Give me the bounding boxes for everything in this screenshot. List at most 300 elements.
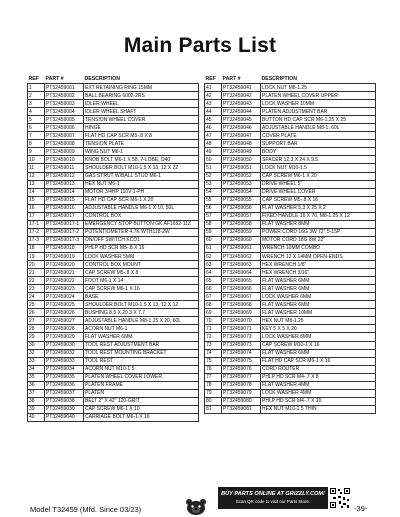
ref-cell: 24 — [28, 293, 45, 301]
description-cell: POWER CORD 16G 3W 72" 5-15P — [261, 228, 376, 236]
table-row — [205, 325, 376, 333]
ref-cell: 3 — [28, 100, 45, 108]
description-cell: ACORN NUT M6-1 — [84, 325, 199, 333]
ref-cell: 19 — [28, 252, 45, 260]
part-number-cell: PT32459003 — [45, 100, 84, 108]
part-number-cell: PT32459063 — [222, 261, 261, 269]
part-number-cell: PT32459034 — [45, 365, 84, 373]
part-number-cell: PT32459056 — [222, 204, 261, 212]
description-cell: CORD ROUTER — [261, 365, 376, 373]
part-number-cell: PT32459049 — [222, 148, 261, 156]
table-row — [205, 381, 376, 389]
qr-code-icon[interactable] — [329, 487, 351, 509]
ref-cell: 73 — [205, 341, 222, 349]
ref-cell: 42 — [205, 92, 222, 100]
ref-cell: 8 — [28, 140, 45, 148]
description-cell: FLAT WASHER 4MM — [261, 381, 376, 389]
ref-cell: 17-3 — [28, 236, 45, 244]
table-row — [28, 124, 199, 132]
part-number-cell: PT32459038 — [45, 397, 84, 405]
description-cell: ADJUSTABLE HANDLE M8-1.25 X 20, 60L — [84, 317, 199, 325]
description-cell: FOOT M6-1 X 14 — [84, 277, 199, 285]
ref-cell: 77 — [205, 373, 222, 381]
description-cell: ACORN NUT M10-1.5 — [84, 365, 199, 373]
ref-cell: 1 — [28, 84, 45, 92]
description-cell: DRIVE WHEEL COVER — [261, 188, 376, 196]
description-cell: FIXED HANDLE 16 X 70, M8-1.25 X 12 — [261, 212, 376, 220]
description-cell: HEX NUT M8-1.25 — [261, 317, 376, 325]
part-number-cell: PT32459062 — [222, 252, 261, 260]
part-number-cell: PT32459071 — [222, 325, 261, 333]
table-row — [205, 397, 376, 405]
table-row — [205, 140, 376, 148]
description-cell: HINGE — [84, 124, 199, 132]
table-row — [205, 84, 376, 92]
table-row — [28, 148, 199, 156]
ref-cell: 81 — [205, 405, 222, 413]
description-cell: FLAT WASHER 6MM — [84, 333, 199, 341]
part-number-cell: PT32459011 — [45, 164, 84, 172]
description-cell: MOTOR 3/4HP 110V 1-PH — [84, 188, 199, 196]
table-row — [205, 357, 376, 365]
table-row — [205, 100, 376, 108]
description-cell: CAP SCREW M6-1 X 16 — [84, 285, 199, 293]
part-number-cell: PT32459045 — [222, 116, 261, 124]
description-cell: MOTOR CORD 18G 8W 22" — [261, 236, 376, 244]
table-row — [28, 285, 199, 293]
table-row — [205, 180, 376, 188]
description-cell: CAP SCREW M5-.8 X 8 — [84, 269, 199, 277]
table-row — [28, 405, 199, 413]
description-column-header: DESCRIPTION — [261, 76, 297, 82]
part-number-cell: PT32459059 — [222, 228, 261, 236]
part-number-cell: PT32459041 — [222, 84, 261, 92]
part-number-cell: PT32459050 — [222, 156, 261, 164]
part-number-cell: PT32459067 — [222, 293, 261, 301]
parts-table-left-body — [28, 84, 199, 422]
ref-cell: 51 — [205, 164, 222, 172]
ref-cell: 27 — [28, 317, 45, 325]
table-row — [28, 389, 199, 397]
table-row — [28, 341, 199, 349]
table-row — [28, 397, 199, 405]
ref-cell: 21 — [28, 269, 45, 277]
part-number-cell: PT32459017-3 — [45, 236, 84, 244]
description-cell: BODY — [261, 148, 376, 156]
part-number-cell: PT32459043 — [222, 100, 261, 108]
table-row — [205, 204, 376, 212]
table-header-row — [28, 75, 199, 84]
description-cell: HEX NUT M6-1 — [84, 180, 199, 188]
table-row — [205, 220, 376, 228]
ref-cell: 50 — [205, 156, 222, 164]
table-row — [205, 309, 376, 317]
table-row — [205, 196, 376, 204]
table-row — [28, 301, 199, 309]
description-cell: FLAT WASHER 6MM — [261, 301, 376, 309]
table-row — [205, 132, 376, 140]
part-number-cell: PT32459002 — [45, 92, 84, 100]
table-row — [28, 132, 199, 140]
table-row — [28, 325, 199, 333]
part-number-cell: PT32459070 — [222, 317, 261, 325]
part-number-cell: PT32459040 — [45, 413, 84, 421]
description-cell: CAP SCREW M10-1 X 16 — [261, 341, 376, 349]
description-cell: SPACER 12.3 X 24 X 9.5 — [261, 156, 376, 164]
part-number-cell: PT32459022 — [45, 277, 84, 285]
description-cell: PHLP HD SCR M5-.8 X 16 — [84, 244, 199, 252]
table-row — [205, 261, 376, 269]
description-cell: IDLER WHEEL SHAFT — [84, 108, 199, 116]
part-number-cell: PT32459080 — [222, 397, 261, 405]
part-number-cell: PT32459060 — [222, 236, 261, 244]
ref-cell: 46 — [205, 124, 222, 132]
ref-cell: 55 — [205, 196, 222, 204]
table-row — [28, 349, 199, 357]
ref-cell: 65 — [205, 277, 222, 285]
table-row — [205, 285, 376, 293]
part-number-cell: PT32459073 — [222, 341, 261, 349]
part-number-cell: PT32459018 — [45, 244, 84, 252]
table-row — [28, 317, 199, 325]
part-number-cell: PT32459035 — [45, 373, 84, 381]
model-text: Model T32459 (Mfd. Since 03/23) — [30, 505, 142, 514]
part-number-cell: PT32459069 — [222, 309, 261, 317]
ref-cell: 39 — [28, 405, 45, 413]
ref-cell: 35 — [28, 373, 45, 381]
ref-cell: 53 — [205, 180, 222, 188]
table-row — [205, 124, 376, 132]
part-number-cell: PT32459058 — [222, 220, 261, 228]
description-cell: BUTTON HD CAP SCR M6-1.25 X 25 — [261, 116, 376, 124]
part-number-cell: PT32459026 — [45, 309, 84, 317]
description-cell: ADJUSTABLE HANDLE M6-1 X 10, 50L — [84, 204, 199, 212]
ref-cell: 74 — [205, 349, 222, 357]
description-cell: KNOB BOLT M6-1 X 58, 7-LOBE, D40 — [84, 156, 199, 164]
ref-cell: 13 — [28, 180, 45, 188]
page-title: Main Parts List — [123, 34, 277, 57]
description-cell: TOOL REST — [84, 357, 199, 365]
part-number-cell: PT32459030 — [45, 341, 84, 349]
part-number-cell: PT32459077 — [222, 373, 261, 381]
table-row — [28, 228, 199, 236]
description-cell: TENSION WHEEL COVER — [84, 116, 199, 124]
ref-cell: 32 — [28, 349, 45, 357]
table-row — [205, 373, 376, 381]
part-number-cell: PT32459042 — [222, 92, 261, 100]
table-row — [205, 164, 376, 172]
description-cell: FLAT WASHER 5.3 X 25 X 2 — [261, 204, 376, 212]
part-number-cell: PT32459015 — [45, 196, 84, 204]
ref-cell: 17-1 — [28, 220, 45, 228]
description-cell: BELT 2" X 42" 120-GRIT — [84, 397, 199, 405]
part-number-cell: PT32459053 — [222, 180, 261, 188]
part-number-cell: PT32459014 — [45, 188, 84, 196]
description-cell: HEX WRENCH 3/16" — [261, 269, 376, 277]
part-number-cell: PT32459032 — [45, 349, 84, 357]
ref-cell: 69 — [205, 309, 222, 317]
table-row — [28, 100, 199, 108]
description-cell: PLATEN ADJUSTMENT BAR — [261, 108, 376, 116]
ref-cell: 6 — [28, 124, 45, 132]
ref-cell: 16 — [28, 204, 45, 212]
part-number-cell: PT32459047 — [222, 132, 261, 140]
ref-cell: 75 — [205, 357, 222, 365]
table-row — [205, 252, 376, 260]
ref-cell: 45 — [205, 116, 222, 124]
part-column-header: PART # — [45, 76, 64, 82]
ref-cell: 44 — [205, 108, 222, 116]
description-cell: KEY 5 X 5 X 20 — [261, 325, 376, 333]
table-row — [28, 236, 199, 244]
description-cell: FLAT WASHER 6MM — [261, 277, 376, 285]
part-number-cell: PT32459006 — [45, 124, 84, 132]
ref-cell: 43 — [205, 100, 222, 108]
part-number-cell: PT32459052 — [222, 172, 261, 180]
part-number-cell: PT32459064 — [222, 269, 261, 277]
description-cell: PLATEN WHEEL COVER UPPER — [261, 92, 376, 100]
table-row — [205, 389, 376, 397]
description-cell: BALL BEARING 6002-2RS — [84, 92, 199, 100]
table-row — [205, 317, 376, 325]
ref-cell: 17-2 — [28, 228, 45, 236]
part-number-cell: PT32459008 — [45, 140, 84, 148]
ref-cell: 40 — [28, 413, 45, 421]
table-row — [28, 277, 199, 285]
description-cell: CONTROL BOX MOUNT — [84, 261, 199, 269]
description-cell: ON/OFF SWITCH KCD1 — [84, 236, 199, 244]
table-row — [205, 172, 376, 180]
table-row — [28, 172, 199, 180]
table-row — [205, 244, 376, 252]
part-number-cell: PT32459033 — [45, 357, 84, 365]
table-row — [28, 164, 199, 172]
table-row — [205, 92, 376, 100]
description-column-header: DESCRIPTION — [84, 76, 120, 82]
part-number-cell: PT32459039 — [45, 405, 84, 413]
description-cell: CARRIAGE BOLT M6-1 X 16 — [84, 413, 199, 421]
description-cell: BASE — [84, 293, 199, 301]
ref-cell: 2 — [28, 92, 45, 100]
ref-cell: 63 — [205, 261, 222, 269]
table-row — [28, 140, 199, 148]
ref-cell: 20 — [28, 261, 45, 269]
banner-subtext: Scan QR code to visit our Parts Store. — [235, 499, 311, 504]
ref-cell: 7 — [28, 132, 45, 140]
part-number-cell: PT32459009 — [45, 148, 84, 156]
table-row — [205, 148, 376, 156]
description-cell: LOCK WASHER 10MM — [261, 100, 376, 108]
part-number-cell: PT32459023 — [45, 285, 84, 293]
part-number-cell: PT32459074 — [222, 349, 261, 357]
table-row — [205, 301, 376, 309]
description-cell: FLAT WASHER 6MM — [261, 285, 376, 293]
table-row — [205, 108, 376, 116]
description-cell: CAP SCREW M5-.8 X 16 — [261, 196, 376, 204]
ref-cell: 62 — [205, 252, 222, 260]
part-number-cell: PT32459068 — [222, 301, 261, 309]
table-row — [28, 84, 199, 92]
description-cell: FLAT WASHER 8MM — [261, 220, 376, 228]
description-cell: PLATEN WHEEL COVER LOWER — [84, 373, 199, 381]
table-row — [205, 269, 376, 277]
ref-cell: 68 — [205, 301, 222, 309]
part-number-cell: PT32459001 — [45, 84, 84, 92]
part-number-cell: PT32459081 — [222, 405, 261, 413]
ref-cell: 67 — [205, 293, 222, 301]
ref-cell: 60 — [205, 236, 222, 244]
ref-cell: 23 — [28, 285, 45, 293]
table-row — [205, 188, 376, 196]
table-row — [205, 236, 376, 244]
page-number: -39- — [354, 504, 368, 513]
description-cell: CONTROL BOX — [84, 212, 199, 220]
ref-cell: 80 — [205, 397, 222, 405]
part-number-cell: PT32459029 — [45, 333, 84, 341]
ref-cell: 66 — [205, 285, 222, 293]
part-number-cell: PT32459054 — [222, 188, 261, 196]
part-number-cell: PT32459066 — [222, 285, 261, 293]
part-number-cell: PT32459012 — [45, 172, 84, 180]
part-column-header: PART # — [222, 76, 241, 82]
parts-store-banner[interactable] — [218, 487, 328, 509]
ref-cell: 34 — [28, 365, 45, 373]
table-row — [28, 381, 199, 389]
table-row — [28, 156, 199, 164]
ref-cell: 26 — [28, 309, 45, 317]
ref-cell: 56 — [205, 204, 222, 212]
table-row — [28, 413, 199, 421]
description-cell: POTENTIOMETER 4.7K WTH118-2W — [84, 228, 199, 236]
description-cell: HEX NUT M10-1.5 THIN — [261, 405, 376, 413]
table-row — [205, 116, 376, 124]
ref-cell: 76 — [205, 365, 222, 373]
parts-table-left — [27, 75, 199, 422]
table-row — [28, 92, 199, 100]
parts-table-right-body — [205, 84, 376, 414]
table-row — [28, 204, 199, 212]
table-row — [28, 365, 199, 373]
table-row — [205, 156, 376, 164]
ref-cell: 9 — [28, 148, 45, 156]
description-cell: HEX WRENCH 1/8" — [261, 261, 376, 269]
part-number-cell: PT32459024 — [45, 293, 84, 301]
ref-cell: 5 — [28, 116, 45, 124]
ref-cell: 70 — [205, 317, 222, 325]
description-cell: LOCK WASHER 6MM — [261, 293, 376, 301]
ref-cell: 22 — [28, 277, 45, 285]
description-cell: PHLP HD SCR M4-.7 X 10 — [261, 397, 376, 405]
description-cell: PLATEN — [84, 389, 199, 397]
description-cell: LOCK NUT M10-1.5 — [261, 164, 376, 172]
table-row — [205, 365, 376, 373]
description-cell: FLAT WASHER 6MM — [261, 349, 376, 357]
description-cell: LOCK NUT M8-1.25 — [261, 84, 376, 92]
description-cell: SUPPORT BAR — [261, 140, 376, 148]
banner-headline: BUY PARTS ONLINE AT GRIZZLY.COM! — [221, 491, 325, 497]
description-cell: CAP SCREW M6-1 X 20 — [261, 172, 376, 180]
description-cell: BUSHING 8.5 X 20.3 X 7.7 — [84, 309, 199, 317]
description-cell: ADJUSTABLE HANDLE M8-1, 60L — [261, 124, 376, 132]
ref-cell: 33 — [28, 357, 45, 365]
description-cell: SHOULDER BOLT M10-1.5 X 13, 12 X 22 — [84, 164, 199, 172]
ref-cell: 12 — [28, 172, 45, 180]
page-footer — [0, 486, 400, 516]
ref-cell: 58 — [205, 220, 222, 228]
part-number-cell: PT32459007 — [45, 132, 84, 140]
table-row — [205, 333, 376, 341]
table-row — [205, 293, 376, 301]
part-number-cell: PT32459044 — [222, 108, 261, 116]
part-number-cell: PT32459048 — [222, 140, 261, 148]
table-row — [28, 212, 199, 220]
table-row — [28, 269, 199, 277]
description-cell: CAP SCREW M6-1 X 10 — [84, 405, 199, 413]
table-row — [28, 261, 199, 269]
part-number-cell: PT32459019 — [45, 252, 84, 260]
ref-column-header: REF — [205, 76, 216, 82]
table-row — [28, 116, 199, 124]
table-header-row — [205, 75, 376, 84]
grizzly-bear-icon — [183, 498, 209, 516]
table-row — [28, 373, 199, 381]
ref-cell: 37 — [28, 389, 45, 397]
part-number-cell: PT32459079 — [222, 389, 261, 397]
part-number-cell: PT32459017-1 — [45, 220, 84, 228]
description-cell: LOCK WASHER 4MM — [261, 389, 376, 397]
part-number-cell: PT32459036 — [45, 381, 84, 389]
part-number-cell: PT32459065 — [222, 277, 261, 285]
description-cell: EMERGENCY STOP BUTTON GK AF1652-11Z — [84, 220, 199, 228]
ref-cell: 64 — [205, 269, 222, 277]
ref-cell: 48 — [205, 140, 222, 148]
ref-cell: 28 — [28, 325, 45, 333]
table-row — [28, 220, 199, 228]
ref-cell: 29 — [28, 333, 45, 341]
part-number-cell: PT32459017 — [45, 212, 84, 220]
table-row — [28, 180, 199, 188]
part-number-cell: PT32459025 — [45, 301, 84, 309]
description-cell: PLATEN FRAME — [84, 381, 199, 389]
ref-cell: 61 — [205, 244, 222, 252]
description-cell: TOOL REST ADJUSTMENT BAR — [84, 341, 199, 349]
table-row — [205, 341, 376, 349]
ref-cell: 71 — [205, 325, 222, 333]
ref-cell: 54 — [205, 188, 222, 196]
part-number-cell: PT32459051 — [222, 164, 261, 172]
part-number-cell: PT32459057 — [222, 212, 261, 220]
ref-cell: 15 — [28, 196, 45, 204]
part-number-cell: PT32459028 — [45, 325, 84, 333]
part-number-cell: PT32459020 — [45, 261, 84, 269]
table-row — [28, 357, 199, 365]
ref-cell: 14 — [28, 188, 45, 196]
part-number-cell: PT32459055 — [222, 196, 261, 204]
ref-cell: 18 — [28, 244, 45, 252]
table-row — [28, 309, 199, 317]
part-number-cell: PT32459061 — [222, 244, 261, 252]
parts-table-right — [204, 75, 376, 414]
table-row — [205, 228, 376, 236]
description-cell: FLAT HD CAP SCR M6-1 X 16 — [261, 357, 376, 365]
description-cell: TOOL REST MOUNTING BRACKET — [84, 349, 199, 357]
table-row — [28, 252, 199, 260]
description-cell: LOCK WASHER 8MM — [261, 333, 376, 341]
description-cell: COVER PLATE — [261, 132, 376, 140]
description-cell: FLAT HD CAP SCR M6-1 X 20 — [84, 196, 199, 204]
ref-cell: 79 — [205, 389, 222, 397]
part-number-cell: PT32459004 — [45, 108, 84, 116]
